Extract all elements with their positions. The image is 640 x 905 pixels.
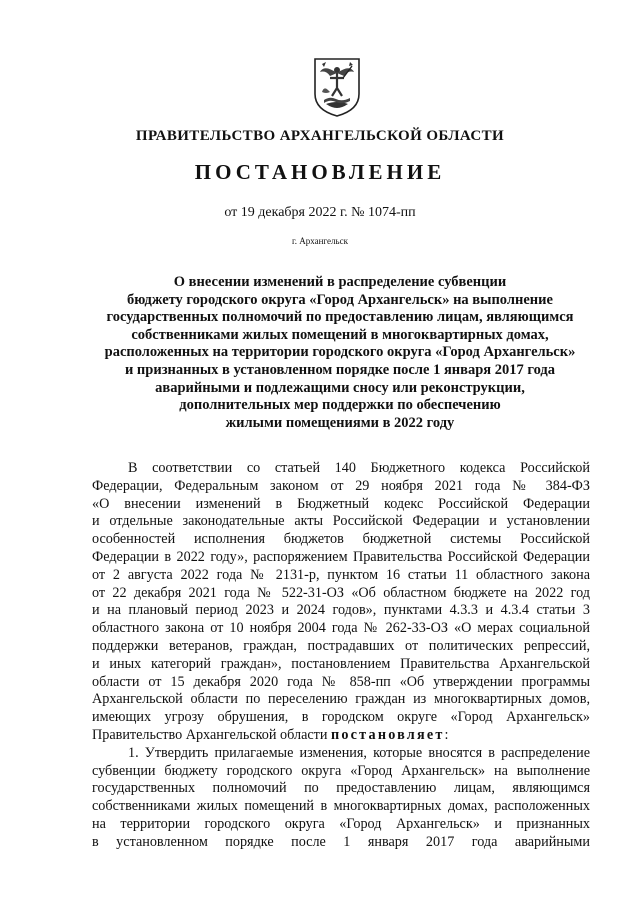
body-line: Федерации в 2022 году», распоряжением Правительства Российской Федерации xyxy=(92,548,590,565)
document-title xyxy=(60,274,620,432)
body-line: от 2 августа 2022 года № 2131-р, пунктом 16 статьи 11 областного закона xyxy=(92,566,590,583)
title-line: О внесении изменений в распределение субвенции xyxy=(173,274,507,290)
city-name: г. Архангельск xyxy=(292,236,348,246)
body-line: областного закона от 10 ноября 2004 года № 262-33-ОЗ «О мерах социальной xyxy=(92,620,590,637)
title-line: аварийными и подлежащими сносу или реконструкции, xyxy=(155,379,525,396)
title-line: собственниками жилых помещений в многоквартирных домах, xyxy=(131,326,549,343)
title-line: государственных полномочий по предоставлению лицам, являющимся xyxy=(106,309,574,326)
resolution-prefix: Правительство Архангельской области xyxy=(92,726,332,743)
body-line: области от 15 декабря 2020 года № 858-пп «Об утверждении программы xyxy=(92,673,590,690)
document-type: ПОСТАНОВЛЕНИЕ xyxy=(194,160,446,184)
title-line: расположенных на территории городского округа «Город Архангельск» xyxy=(104,344,576,361)
body-line: и на плановый период 2023 и 2024 годов», пунктами 4.3.3 и 4.3.4 статьи 3 xyxy=(92,602,590,619)
coat-of-arms-icon xyxy=(312,56,362,118)
organization-name: ПРАВИТЕЛЬСТВО АРХАНГЕЛЬСКОЙ ОБЛАСТИ xyxy=(135,128,505,144)
body-line: и отдельные законодательные акты Российской Федерации и установлении xyxy=(92,513,590,530)
body-line: 1. Утвердить прилагаемые изменения, которые вносятся в распределение xyxy=(128,744,590,761)
date-and-number: от 19 декабря 2022 г. № 1074-пп xyxy=(224,205,416,220)
resolution-colon: : xyxy=(444,726,449,743)
body-line: поддержки ветеранов, граждан, пострадавших от политических репрессий, xyxy=(92,637,590,654)
body-line: от 22 декабря 2021 года № 522-31-ОЗ «Об областном бюджете на 2022 год xyxy=(92,584,590,601)
item-1-paragraph xyxy=(92,745,590,852)
preamble-paragraph xyxy=(92,460,590,745)
body-line: Федерации, Федеральным законом от 29 ноября 2021 года № 384-ФЗ xyxy=(92,477,590,494)
body-line: и иных категорий граждан», постановлением Правительства Архангельской xyxy=(92,655,590,672)
body-line: особенностей исполнения бюджетов бюджетной системы Российской xyxy=(92,531,590,548)
title-line: бюджету городского округа «Город Архангельск» на выполнение xyxy=(127,291,553,308)
body-line: собственниками жилых помещений в многоквартирных домах, расположенных xyxy=(92,798,590,815)
resolves-word: постановляет xyxy=(331,726,445,743)
body-line: государственных полномочий по предоставлению лицам, являющимся xyxy=(92,780,590,797)
body-line: имеющих угрозу обрушения, в городском округе «Город Архангельск» xyxy=(92,709,590,726)
body-line: В соответствии со статьей 140 Бюджетного кодекса Российской xyxy=(128,460,590,476)
body-line: субвенции бюджету городского округа «Город Архангельск» на выполнение xyxy=(92,762,590,779)
title-line: дополнительных мер поддержки по обеспечению xyxy=(179,397,501,414)
body-line: на территории городского округа «Город Архангельск» и признанных xyxy=(92,815,590,832)
title-line: и признанных в установленном порядке после 1 января 2017 года xyxy=(124,361,556,378)
body-line: в установленном порядке после 1 января 2017 года аварийными xyxy=(92,833,590,850)
document-body xyxy=(92,460,590,852)
body-line: «О внесении изменений в Бюджетный кодекс Российской Федерации xyxy=(92,495,590,512)
resolution-line xyxy=(92,727,590,745)
title-line: жилыми помещениями в 2022 году xyxy=(225,414,455,431)
body-line: Архангельской области по переселению граждан из многоквартирных домов, xyxy=(92,691,590,708)
